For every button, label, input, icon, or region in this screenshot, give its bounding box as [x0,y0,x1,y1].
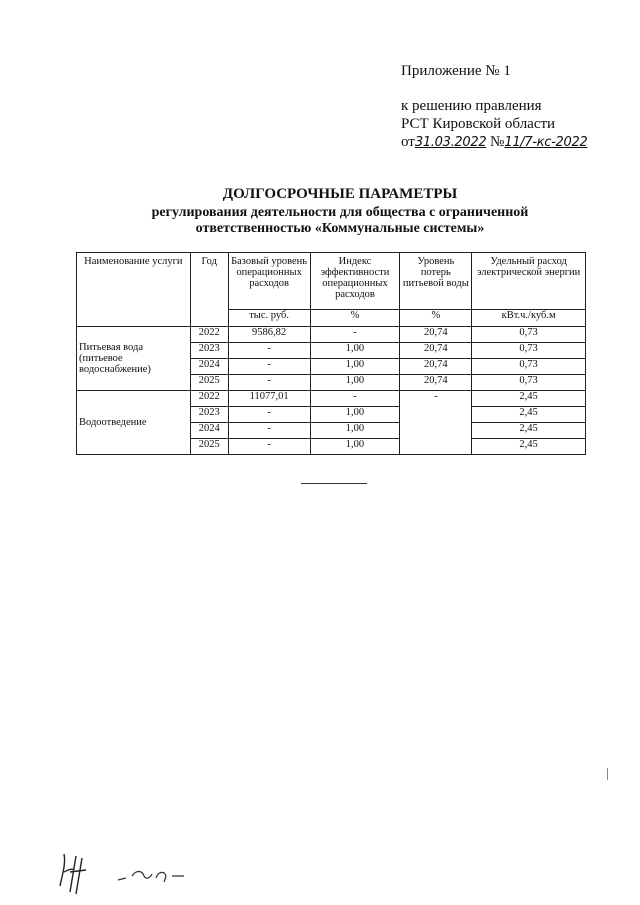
base-cell: - [228,343,310,359]
index-cell: - [310,327,400,343]
energy-cell: 2,45 [472,391,586,407]
index-cell: 1,00 [310,375,400,391]
energy-cell: 0,73 [472,327,586,343]
from-prefix: от [401,134,415,150]
header-index: Индекс эффективности операционных расходов [310,253,400,310]
loss-cell: 20,74 [400,359,472,375]
year-cell: 2022 [190,391,228,407]
header-base: Базовый уровень операционных расходов [228,253,310,310]
header-service: Наименование услуги [77,253,191,327]
energy-cell: 0,73 [472,343,586,359]
base-cell: - [228,407,310,423]
base-cell: - [228,423,310,439]
base-cell: - [228,375,310,391]
year-cell: 2025 [190,439,228,455]
loss-cell: 20,74 [400,327,472,343]
service-water: Питьевая вода (питьевое водоснабжение) [77,327,191,391]
table-row [77,391,586,407]
service-sewer: Водоотведение [77,391,191,455]
energy-cell: 0,73 [472,359,586,375]
base-cell: 9586,82 [228,327,310,343]
document-subtitle-line1: регулирования деятельности для общества с ограниченной [151,205,529,220]
unit-energy: кВт.ч./куб.м [472,310,586,327]
number-prefix: № [490,134,505,150]
table-header-row [77,253,586,310]
decision-number: 11/7-кс-2022 [504,135,588,150]
closing-rule [301,483,367,484]
index-cell: 1,00 [310,407,400,423]
margin-mark [607,768,608,780]
energy-cell: 2,45 [472,407,586,423]
handwritten-signature [52,848,212,898]
unit-index: % [310,310,400,327]
header-year: Год [190,253,228,327]
energy-cell: 0,73 [472,375,586,391]
parameters-table [76,252,586,455]
year-cell: 2022 [190,327,228,343]
loss-cell: 20,74 [400,343,472,359]
header-energy: Удельный расход электрической энергии [472,253,586,310]
index-cell: - [310,391,400,407]
document-title: ДОЛГОСРОЧНЫЕ ПАРАМЕТРЫ [222,186,458,202]
index-cell: 1,00 [310,343,400,359]
appendix-decision-ref [401,133,587,152]
year-cell: 2023 [190,407,228,423]
index-cell: 1,00 [310,359,400,375]
appendix-block [401,62,587,152]
loss-cell: 20,74 [400,375,472,391]
index-cell: 1,00 [310,439,400,455]
unit-base: тыс. руб. [228,310,310,327]
decision-date: 31.03.2022 [414,135,487,150]
unit-loss: % [400,310,472,327]
energy-cell: 2,45 [472,423,586,439]
base-cell: - [228,439,310,455]
loss-cell-sewer: - [400,391,472,455]
energy-cell: 2,45 [472,439,586,455]
document-subtitle-line2: ответственностью «Коммунальные системы» [195,221,485,236]
appendix-line2: РСТ Кировской области [401,116,556,132]
base-cell: 11077,01 [228,391,310,407]
base-cell: - [228,359,310,375]
table-row [77,327,586,343]
appendix-line1: к решению правления [401,98,542,114]
year-cell: 2025 [190,375,228,391]
year-cell: 2024 [190,423,228,439]
header-loss: Уровень потерь питьевой воды [400,253,472,310]
index-cell: 1,00 [310,423,400,439]
appendix-title: Приложение № 1 [401,63,511,79]
year-cell: 2024 [190,359,228,375]
year-cell: 2023 [190,343,228,359]
